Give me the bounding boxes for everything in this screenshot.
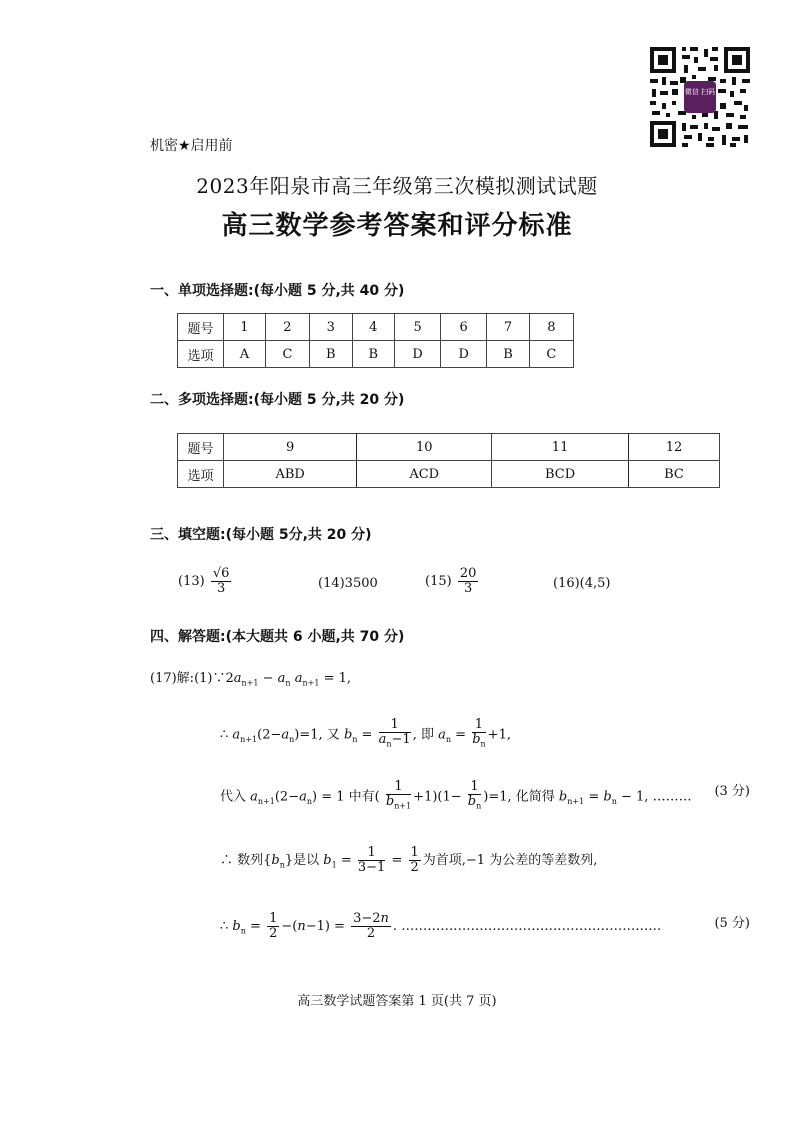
table-cell: D — [395, 341, 441, 368]
math-const: 2 — [225, 671, 234, 686]
denominator: 2 — [366, 926, 376, 941]
math-text: )=1, 又 — [294, 727, 344, 743]
fraction — [468, 780, 481, 814]
fraction — [267, 912, 279, 941]
fraction — [379, 718, 411, 752]
answer-13 — [178, 567, 233, 596]
math-text: }是以 — [284, 853, 324, 868]
answer-15 — [425, 567, 480, 596]
denominator: $b_n$ — [467, 794, 482, 811]
numerator: 1 — [472, 718, 485, 733]
answer-16: (16)(4,5) — [553, 576, 611, 591]
table-cell: 11 — [492, 434, 629, 461]
math-text: ∴ 数列{ — [220, 853, 272, 868]
math-text: −1) = — [305, 919, 345, 934]
math-text: = — [387, 853, 403, 868]
table-cell: 9 — [224, 434, 357, 461]
math-text: ∴ — [220, 919, 233, 934]
table-cell: 1 — [224, 314, 266, 341]
math-text: (2− — [274, 789, 300, 805]
math-text: = — [584, 789, 604, 805]
numerator-text: 3−2 — [353, 911, 381, 926]
table-row — [178, 434, 720, 461]
table-cell: B — [309, 341, 352, 368]
row-label-answer: 选项 — [178, 461, 224, 488]
numerator: 1 — [358, 846, 385, 861]
numerator: √6 — [212, 566, 230, 581]
table-cell: 4 — [352, 314, 395, 341]
answer-13-label: (13) — [178, 574, 205, 589]
table-cell: B — [352, 341, 395, 368]
score-label: (3 分) — [714, 784, 750, 799]
math-text: − 1, — [616, 789, 649, 805]
table-cell: BCD — [492, 461, 629, 488]
table-cell: 6 — [441, 314, 487, 341]
numerator: 3−2n — [353, 911, 389, 926]
section1-heading: 一、单项选择题:(每小题 5 分,共 40 分) — [150, 283, 405, 299]
math-text: 为首项,−1 为公差的等差数列, — [422, 853, 598, 868]
table-cell: 12 — [628, 434, 719, 461]
secret-label: 机密★启用前 — [150, 138, 233, 154]
denominator: 3−1 — [357, 860, 386, 875]
math-text: )=1, 化简得 — [483, 789, 559, 805]
denominator: 2 — [269, 926, 278, 941]
math-text: = — [336, 853, 352, 868]
math-text: = — [245, 919, 261, 934]
table-cell: 2 — [265, 314, 309, 341]
solution-prefix: (17)解:(1)∵ — [150, 671, 226, 686]
solution-line-1: (17)解$:(1)\because 2a_{n+1} - a_n$ $a_{n+1} = 1$, — [150, 671, 351, 688]
math-text: +1, — [487, 727, 511, 743]
numerator: 1 — [379, 718, 411, 733]
document-title: 2023年阳泉市高三年级第三次模拟测试试题 — [196, 174, 598, 198]
table-cell: A — [224, 341, 266, 368]
table-row — [178, 341, 574, 368]
math-text: +1)(1− — [413, 789, 462, 805]
math-text: , 即 — [412, 727, 439, 743]
table-cell: ACD — [357, 461, 492, 488]
table-cell: BC — [628, 461, 719, 488]
math-text: = — [357, 727, 373, 743]
numerator: 20 — [459, 566, 477, 581]
table-cell: B — [487, 341, 530, 368]
math-text: −( — [281, 919, 298, 934]
table-cell: 3 — [309, 314, 352, 341]
math-text: = — [451, 727, 467, 743]
row-label-number: 题号 — [178, 434, 224, 461]
denominator: 3 — [216, 581, 226, 596]
table-cell: 10 — [357, 434, 492, 461]
denominator: 3 — [463, 581, 473, 596]
solution-line-3: 代入 $a_{n+1}(2-a_n) = 1$ 中有( $\frac{1}{b_{n+1}}$ +1)(1− $\frac{1}{b_n}$ )=1, 化简得 $b_{n+1} = b_n - 1$, ……… (3 分) — [220, 780, 750, 814]
answer-15-label: (15) — [425, 574, 452, 589]
table-row — [178, 314, 574, 341]
section2-heading: 二、多项选择题:(每小题 5 分,共 20 分) — [150, 392, 405, 408]
fraction — [351, 912, 391, 941]
section3-heading: 三、填空题:(每小题 5分,共 20 分) — [150, 527, 372, 543]
solution-line-4: ∴ 数列$\{b_n\}$是以 $b_1$ = $\frac{1}{3-1}$ = $\frac{1}{2}$ 为首项,−1 为公差的等差数列, — [220, 845, 598, 875]
numerator: 1 — [410, 845, 419, 860]
answer-14: (14)3500 — [318, 576, 378, 591]
math-text: 代入 — [220, 789, 251, 805]
denominator: 2 — [410, 860, 419, 875]
row-label-number: 题号 — [178, 314, 224, 341]
math-text: ) = 1 中有( — [312, 789, 380, 805]
denominator: $a_n-1$ — [378, 732, 411, 749]
table-row — [178, 461, 720, 488]
denominator: $b_n$ — [472, 732, 486, 749]
leader-dots: …………………………………………………… — [401, 919, 662, 934]
numerator: 1 — [386, 780, 411, 795]
single-choice-table — [177, 313, 574, 368]
leader-dots: ……… — [652, 789, 692, 805]
fraction — [458, 567, 479, 596]
row-label-answer: 选项 — [178, 341, 224, 368]
table-cell: 7 — [487, 314, 530, 341]
numerator: 1 — [468, 780, 481, 795]
math-text: (2− — [257, 727, 282, 743]
math-text: . — [392, 919, 398, 934]
qr-logo-text: 微信 扫码 — [684, 88, 716, 96]
table-cell: D — [441, 341, 487, 368]
page-footer: 高三数学试题答案第 1 页(共 7 页) — [297, 994, 497, 1009]
denominator: $b_{n+1}$ — [385, 794, 412, 811]
fraction — [358, 846, 385, 875]
table-cell: C — [265, 341, 309, 368]
solution-line-2: ∴ $a_{n+1}(2-a_n)=1$, 又 $b_n$ = $\frac{1}{a_n-1}$ , 即 $a_n$ = $\frac{1}{b_n}$ +1, — [220, 718, 511, 752]
qr-logo-icon — [684, 81, 716, 113]
solution-line-5: ∴ $b_n$ = $\frac{1}{2}$ −(n−1) = $\frac{3-2n}{2}$ . …………………………………………………… (5 分) — [220, 911, 750, 941]
qr-code-image — [648, 45, 752, 149]
section4-heading: 四、解答题:(本大题共 6 小题,共 70 分) — [150, 629, 405, 645]
table-cell: 5 — [395, 314, 441, 341]
table-cell: C — [529, 341, 573, 368]
fraction — [386, 780, 411, 814]
fraction — [472, 718, 485, 752]
table-cell: ABD — [224, 461, 357, 488]
document-subtitle: 高三数学参考答案和评分标准 — [221, 211, 573, 241]
math-op: − — [258, 671, 278, 686]
fraction — [409, 846, 421, 875]
numerator: 1 — [269, 911, 278, 926]
multiple-choice-table — [177, 433, 720, 488]
math-op: = 1, — [319, 671, 351, 686]
score-label: (5 分) — [714, 916, 750, 931]
denominator-text: −1 — [391, 732, 411, 747]
math-text: ∴ — [220, 727, 233, 743]
fraction — [211, 567, 232, 596]
table-cell: 8 — [529, 314, 573, 341]
